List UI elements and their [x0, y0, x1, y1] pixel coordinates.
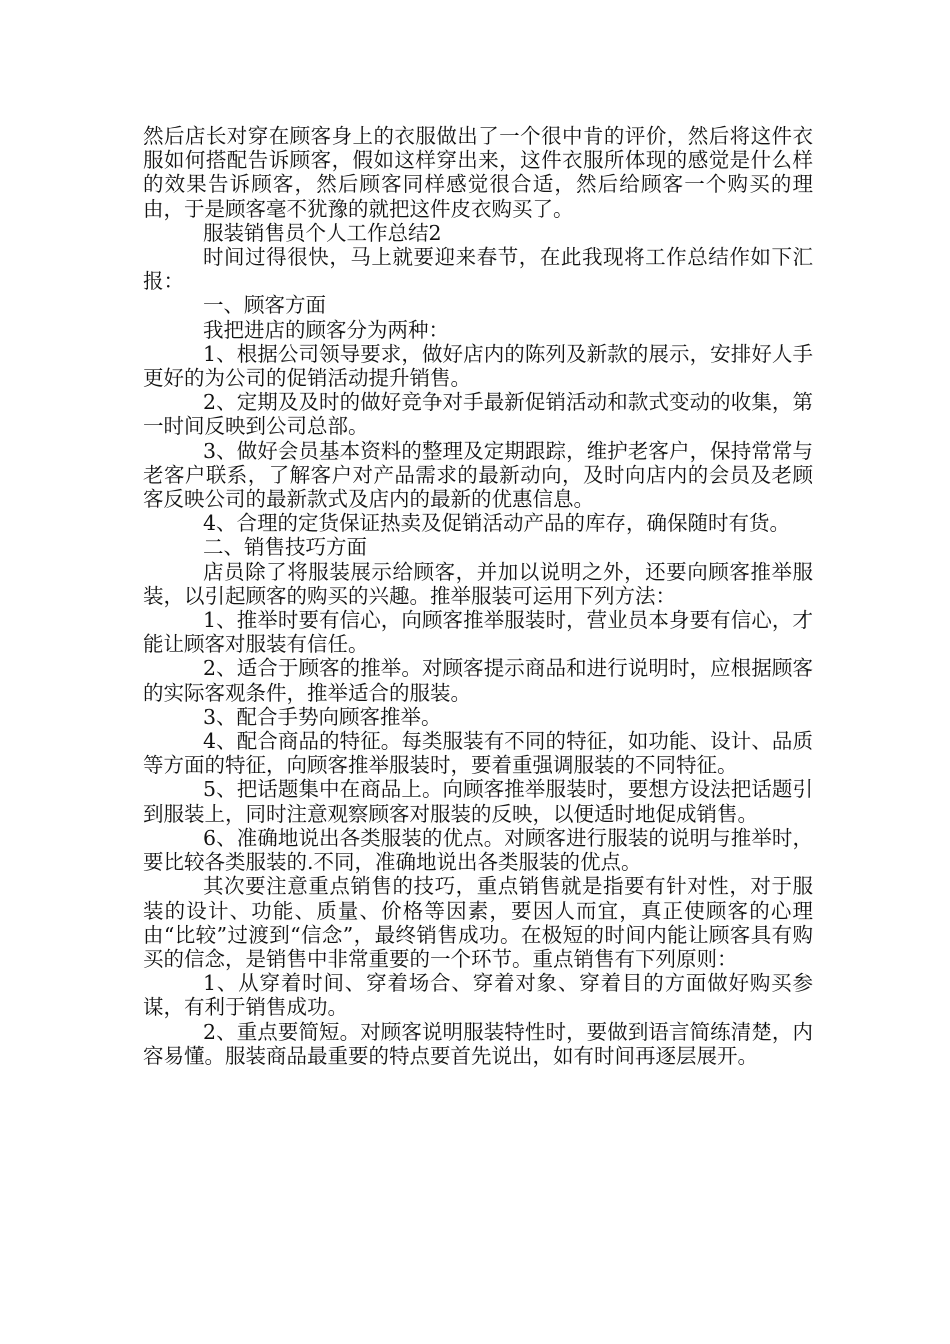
paragraph: 店员除了将服装展示给顾客，并加以说明之外，还要向顾客推举服装，以引起顾客的购买的兴趣。推举服装可运用下列方法： — [143, 559, 813, 608]
paragraph: 其次要注意重点销售的技巧，重点销售就是指要有针对性，对于服装的设计、功能、质量、价格等因素，要因人而宜，真正使顾客的心理由“比较”过渡到“信念”，最终销售成功。在极短的时间内能让顾客具有购买的信念，是销售中非常重要的一个环节。重点销售有下列原则： — [143, 874, 813, 971]
paragraph-intro: 时间过得很快，马上就要迎来春节，在此我现将工作总结作如下汇报： — [143, 245, 813, 294]
list-item: 1、根据公司领导要求，做好店内的陈列及新款的展示，安排好人手更好的为公司的促销活动提升销售。 — [143, 341, 813, 391]
list-item: 4、配合商品的特征。每类服装有不同的特征，如功能、设计、品质等方面的特征，向顾客推举服装时，要着重强调服装的不同特征。 — [143, 729, 813, 778]
heading-customer: 一、顾客方面 — [203, 293, 326, 318]
list-item: 6、准确地说出各类服装的优点。对顾客进行服装的说明与推举时，要比较各类服装的.不同，准确地说出各类服装的优点。 — [143, 825, 813, 875]
list-item: 5、把话题集中在商品上。向顾客推举服装时，要想方设法把话题引到服装上，同时注意观察顾客对服装的反映，以便适时地促成销售。 — [143, 777, 813, 826]
list-item: 4、合理的定货保证热卖及促销活动产品的库存，确保随时有货。 — [203, 511, 791, 536]
heading-sales-skills: 二、销售技巧方面 — [203, 535, 367, 560]
section-title: 服装销售员个人工作总结2 — [203, 220, 442, 245]
paragraph-continuation: 然后店长对穿在顾客身上的衣服做出了一个很中肯的评价，然后将这件衣服如何搭配告诉顾客，假如这样穿出来，这件衣服所体现的感觉是什么样的效果告诉顾客，然后顾客同样感觉很合适，然后给顾客一个购买的理由，于是顾客毫不犹豫的就把这件皮衣购买了。 — [143, 124, 813, 221]
paragraph: 我把进店的顾客分为两种： — [203, 317, 449, 342]
list-item: 2、重点要简短。对顾客说明服装特性时，要做到语言简练清楚，内容易懂。服装商品最重要的特点要首先说出，如有时间再逐层展开。 — [143, 1019, 813, 1068]
list-item: 2、适合于顾客的推举。对顾客提示商品和进行说明时，应根据顾客的实际客观条件，推举适合的服装。 — [143, 656, 813, 705]
list-item: 2、定期及及时的做好竞争对手最新促销活动和款式变动的收集，第一时间反映到公司总部。 — [143, 390, 813, 439]
list-item: 1、推举时要有信心，向顾客推举服装时，营业员本身要有信心，才能让顾客对服装有信任。 — [143, 608, 813, 657]
list-item: 1、从穿着时间、穿着场合、穿着对象、穿着目的方面做好购买参谋，有利于销售成功。 — [143, 971, 813, 1020]
list-item: 3、做好会员基本资料的整理及定期跟踪，维护老客户，保持常常与老客户联系，了解客户对产品需求的最新动向，及时向店内的会员及老顾客反映公司的最新款式及店内的最新的优惠信息。 — [143, 438, 813, 512]
document-body — [143, 124, 813, 1068]
list-item: 3、配合手势向顾客推举。 — [203, 704, 442, 729]
